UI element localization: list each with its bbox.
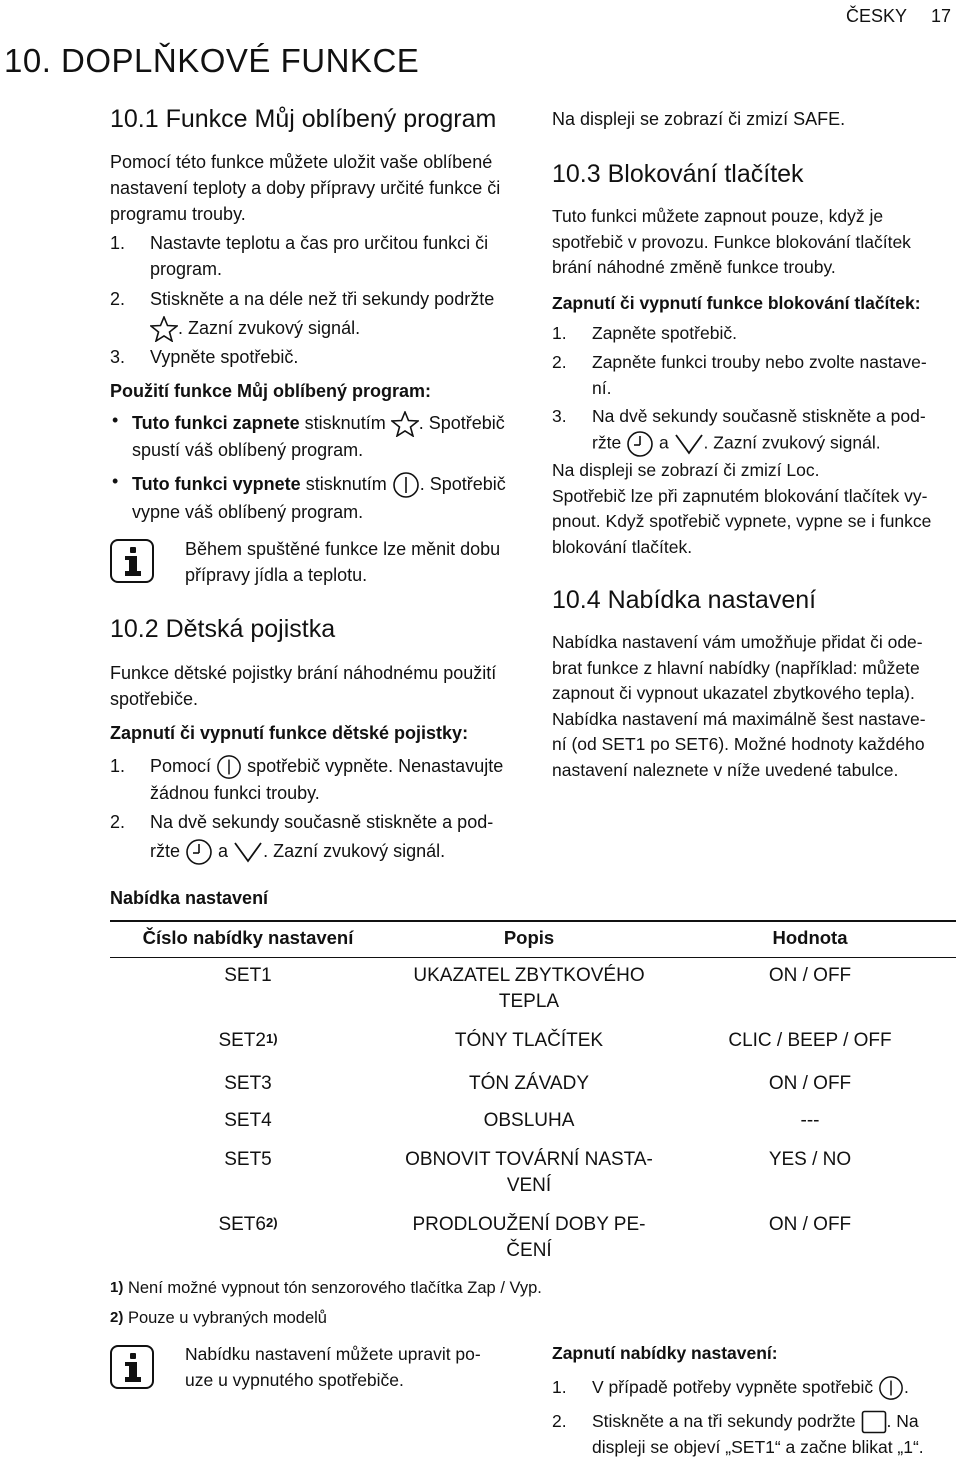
set-number: SET2 [218, 1030, 266, 1051]
section-title-10-2: 10.2 Dětská pojistka [110, 615, 336, 643]
info-note [185, 1342, 481, 1393]
power-icon [878, 1375, 904, 1401]
table-cell-desc [386, 1108, 672, 1134]
table-header-cell: Popis [503, 927, 555, 948]
language-label: ČESKY [846, 6, 908, 26]
s103-step-2 [552, 350, 952, 401]
s102-intro-line: Funkce dětské pojistky brání náhodnému použití [110, 663, 497, 683]
chevron-down-icon [233, 840, 263, 864]
s103-step-1 [552, 321, 737, 347]
step-text: Pomocí [150, 756, 212, 776]
desc-line: VENÍ [506, 1175, 552, 1196]
step-text: . Zazní zvukový signál. [263, 841, 446, 861]
s102-step-2 [110, 809, 540, 866]
step-text: ní. [592, 377, 612, 398]
desc-line: UKAZATEL ZBYTKOVÉHO [413, 965, 645, 986]
table-cell-set [110, 1071, 386, 1097]
table-cell-desc [386, 1071, 672, 1097]
info-text: přípravy jídla a teplotu. [185, 565, 368, 585]
desc-line: TÓNY TLAČÍTEK [454, 1030, 604, 1051]
section-title-10-3: 10.3 Blokování tlačítek [552, 160, 804, 188]
step-text: Nastavte teplotu a čas pro určitou funkci či [150, 233, 489, 253]
chapter-title: 10. DOPLŇKOVÉ FUNKCE [4, 42, 420, 79]
bullet-bold: Tuto funkci zapnete [132, 413, 300, 433]
table-cell-set [110, 1108, 386, 1134]
set-number: SET1 [224, 965, 272, 986]
info-text: uze u vypnutého spotřebiče. [185, 1369, 404, 1390]
table-top-rule [110, 920, 956, 922]
page-number: 17 [931, 6, 952, 26]
set-number: SET4 [224, 1110, 272, 1131]
s103-after-line: Spotřebič lze při zapnutém blokování tlačítek vy- [552, 485, 928, 506]
step-number: 2. [110, 812, 126, 832]
footnote [110, 1276, 542, 1300]
desc-line: TEPLA [498, 991, 560, 1012]
desc-line: OBNOVIT TOVÁRNÍ NASTA- [405, 1149, 653, 1170]
step-text: Na dvě sekundy současně stiskněte a pod- [150, 812, 494, 832]
table-cell-set [110, 963, 386, 989]
power-icon [216, 754, 242, 780]
footnote-ref: 1) [265, 1031, 278, 1046]
step-number: 1. [552, 1377, 567, 1397]
step-text: Stiskněte a na tři sekundy podržte [592, 1411, 856, 1431]
footnote [110, 1306, 327, 1330]
bullet-text: . Spotřebič [419, 474, 506, 494]
s103-after-line: blokování tlačítek. [552, 536, 693, 557]
s103-step-3 [552, 404, 952, 458]
bullet-item: • Tuto funkci vypnete stisknutím . Spotřebič vypne váš oblíbený program. [110, 471, 540, 525]
bullet-text: spustí váš oblíbený program. [132, 440, 364, 461]
info-text: Nabídku nastavení můžete upravit po- [185, 1344, 481, 1364]
s102-intro-line: spotřebiče. [110, 689, 199, 709]
step-text: Vypněte spotřebič. [150, 347, 299, 367]
step-text: . Na [886, 1411, 919, 1431]
s101-intro-line: Pomocí této funkce můžete uložit vaše oblíbené [110, 152, 493, 172]
info-icon [110, 1345, 154, 1389]
s104-intro-line: Nabídka nastavení vám umožňuje přidat či ode- [552, 632, 923, 652]
bullet-text: . Spotřebič [418, 413, 505, 433]
table-cell-set [110, 1212, 386, 1238]
clock-icon [185, 838, 213, 866]
table-cell-value: --- [800, 1110, 820, 1131]
step-number: 2. [552, 352, 567, 372]
table-cell-value: ON / OFF [768, 965, 852, 986]
s101-intro [110, 149, 500, 227]
step-number: 1. [110, 233, 126, 253]
table-caption: Nabídka nastavení [110, 888, 269, 908]
desc-line: TÓN ZÁVADY [469, 1073, 589, 1094]
table-cell-desc [386, 963, 672, 1015]
s103-heading: Zapnutí či vypnutí funkce blokování tlačítek: [552, 293, 921, 313]
set-number: SET5 [224, 1149, 272, 1170]
s101-step-2 [110, 286, 530, 342]
set-number: SET6 [218, 1214, 266, 1235]
settings-step-1 [552, 1375, 952, 1401]
step-text: a [218, 841, 229, 861]
step-text: Na dvě sekundy současně stiskněte a pod- [592, 406, 926, 426]
table-header-cell: Číslo nabídky nastavení [142, 927, 354, 948]
settings-step-2 [552, 1409, 957, 1460]
bullet-text: vypne váš oblíbený program. [132, 502, 364, 523]
s103-intro-line: brání náhodné změně funkce trouby. [552, 257, 836, 277]
table-cell-desc [386, 1028, 672, 1054]
step-text: . Zazní zvukový signál. [703, 432, 881, 453]
power-icon [392, 471, 420, 499]
table-cell-value: CLIC / BEEP / OFF [728, 1030, 892, 1051]
step-number: 2. [552, 1411, 567, 1431]
s104-intro-line: brat funkce z hlavní nabídky (například: můžete [552, 657, 920, 678]
s103-intro-line: Tuto funkci můžete zapnout pouze, když je [552, 206, 884, 226]
step-text: a [658, 432, 669, 453]
info-note [185, 536, 500, 588]
step-text: spotřebič vypněte. Nenastavujte [247, 756, 504, 776]
step-number: 1. [552, 323, 567, 343]
footnote-mark: 1) [110, 1279, 124, 1296]
bullet-bold: Tuto funkci vypnete [132, 474, 301, 494]
clock-icon [626, 430, 654, 458]
section-title-10-4: 10.4 Nabídka nastavení [552, 586, 817, 614]
s101-step-3 [110, 344, 298, 370]
s103-after-line: Na displeji se zobrazí či zmizí Loc. [552, 460, 820, 480]
usage-heading: Použití funkce Můj oblíbený program: [110, 381, 432, 401]
footnote-mark: 2) [110, 1309, 124, 1326]
s103-after [552, 458, 931, 560]
s101-intro-line: programu trouby. [110, 204, 246, 224]
settings-table [110, 925, 956, 1265]
star-icon [150, 316, 178, 342]
step-number: 2. [110, 289, 126, 309]
info-text: Během spuštěné funkce lze měnit dobu [185, 539, 501, 559]
step-text: . [904, 1377, 909, 1397]
step-text: Stiskněte a na déle než tři sekundy podržte [150, 289, 495, 309]
section-title-10-1: 10.1 Funkce Můj oblíbený program [110, 105, 497, 133]
desc-line: OBSLUHA [483, 1110, 575, 1131]
s104-intro-line: zapnout či vypnout ukazatel zbytkového tepla). [552, 683, 915, 703]
desc-line: ČENÍ [506, 1240, 552, 1261]
step-text: ržte [592, 432, 622, 453]
table-header-cell: Hodnota [772, 927, 848, 948]
step-text: program. [150, 259, 223, 279]
s102-step-1 [110, 753, 540, 806]
table-cell-desc [386, 1212, 672, 1264]
step-text: . Zazní zvukový signál. [178, 318, 361, 338]
step-text: Zapněte funkci trouby nebo zvolte nastave- [592, 352, 927, 372]
chevron-down-icon [674, 432, 704, 456]
set-number: SET3 [224, 1073, 272, 1094]
step-text: ržte [150, 841, 181, 861]
s102-intro [110, 660, 496, 712]
step-text: Zapněte spotřebič. [592, 323, 737, 343]
step-number: 1. [110, 756, 126, 776]
s102-heading: Zapnutí či vypnutí funkce dětské pojistky: [110, 723, 469, 743]
step-text: V případě potřeby vypněte spotřebič [592, 1377, 874, 1397]
footnote-text: Není možné vypnout tón senzorového tlačítka Zap / Vyp. [127, 1279, 542, 1297]
bullet-text: stisknutím [299, 413, 386, 433]
footnote-text: Pouze u vybraných modelů [127, 1309, 327, 1327]
s104-intro-line: Nabídka nastavení má maximálně šest nastave- [552, 708, 926, 729]
table-cell-desc [386, 1147, 672, 1199]
square-button-icon [861, 1410, 887, 1434]
s104-intro [552, 630, 926, 783]
table-cell-value: ON / OFF [768, 1073, 852, 1094]
bullet-item: • Tuto funkci zapnete stisknutím . Spotřebič spustí váš oblíbený program. [110, 410, 540, 463]
info-icon [110, 539, 154, 583]
s101-step-1 [110, 230, 530, 282]
step-text: žádnou funkci trouby. [150, 783, 320, 804]
s103-after-line: pnout. Když spotřebič vypnete, vypne se i funkce [552, 511, 932, 531]
s104-intro-line: nastavení naleznete v níže uvedené tabulce. [552, 759, 899, 780]
table-cell-set [110, 1147, 386, 1173]
step-number: 3. [110, 347, 126, 367]
settings-menu-heading: Zapnutí nabídky nastavení: [552, 1343, 778, 1363]
table-cell-set [110, 1028, 386, 1054]
safe-line: Na displeji se zobrazí či zmizí SAFE. [552, 109, 846, 129]
s101-intro-line: nastavení teploty a doby přípravy určité funkce či [110, 178, 501, 198]
star-icon [391, 411, 419, 437]
footnote-ref: 2) [265, 1215, 278, 1230]
s104-intro-line: ní (od SET1 po SET6). Možné hodnoty každého [552, 734, 925, 754]
desc-line: PRODLOUŽENÍ DOBY PE- [412, 1214, 646, 1235]
table-header-rule [110, 957, 956, 958]
s103-intro-line: spotřebič v provozu. Funkce blokování tlačítek [552, 231, 911, 252]
bullet-text: stisknutím [300, 474, 387, 494]
step-text: displeji se objeví „SET1“ a začne blikat „1“. [592, 1436, 924, 1457]
step-number: 3. [552, 406, 567, 426]
table-cell-value: YES / NO [768, 1149, 852, 1170]
table-cell-value: ON / OFF [768, 1214, 852, 1235]
s103-intro [552, 204, 911, 281]
